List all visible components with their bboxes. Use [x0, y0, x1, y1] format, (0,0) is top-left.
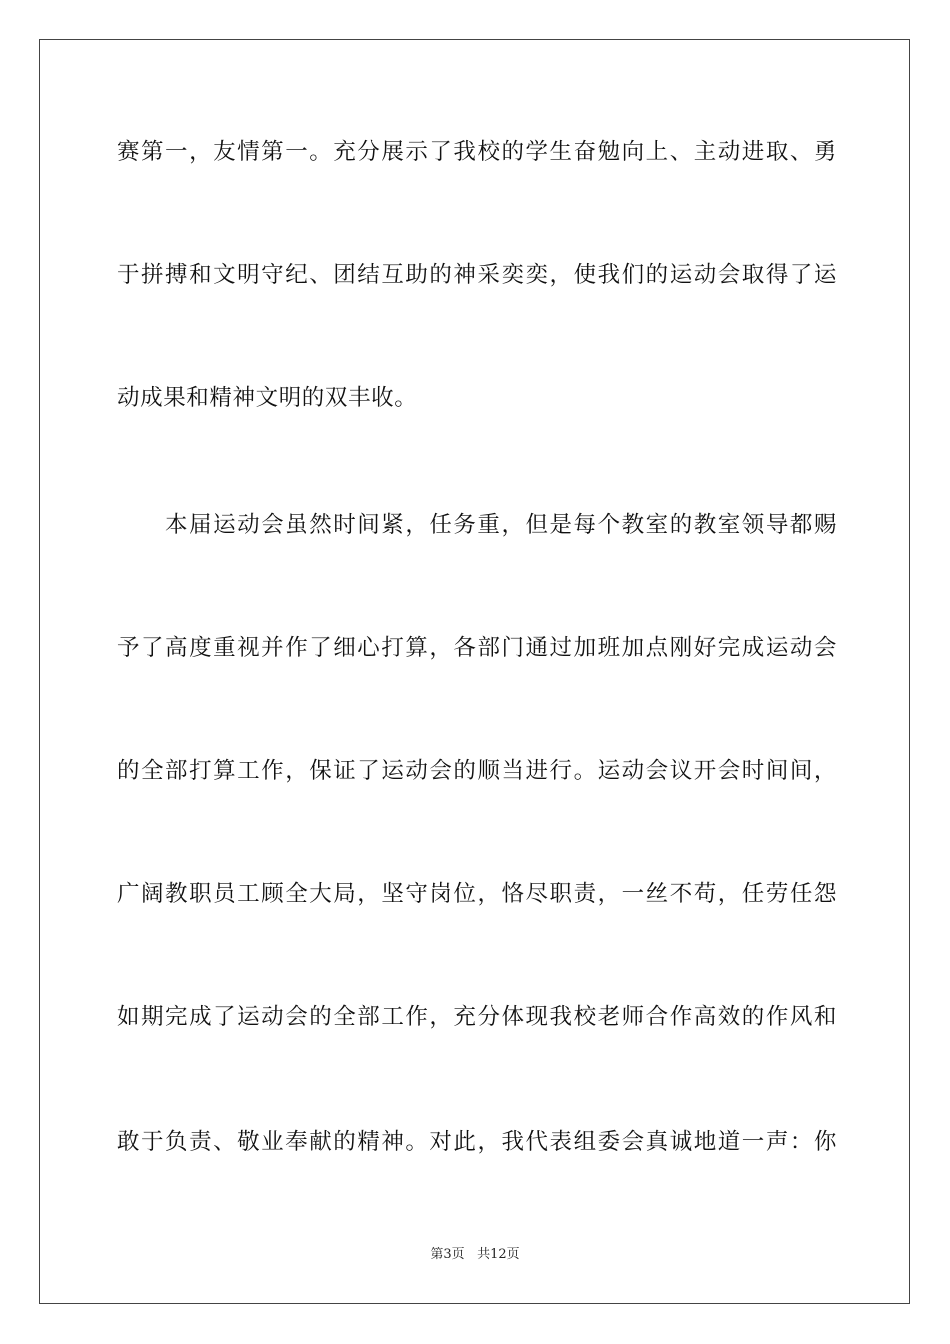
- paragraph-line: 敢于负责、敬业奉献的精神。对此，我代表组委会真诚地道一声：你: [117, 1129, 837, 1155]
- page-footer: [0, 1247, 950, 1263]
- paragraph-line: 如期完成了运动会的全部工作，充分体现我校老师合作高效的作风和: [117, 1004, 837, 1030]
- page-border: [39, 39, 910, 1304]
- page-total: 共12页: [477, 1247, 520, 1262]
- paragraph-line: 本届运动会虽然时间紧，任务重，但是每个教室的教室领导都赐: [165, 512, 837, 538]
- paragraph-line: 赛第一，友情第一。充分展示了我校的学生奋勉向上、主动进取、勇: [117, 139, 837, 165]
- paragraph-line: 于拼搏和文明守纪、团结互助的神采奕奕，使我们的运动会取得了运: [117, 262, 837, 288]
- paragraph-line: 广阔教职员工顾全大局，坚守岗位，恪尽职责，一丝不苟，任劳任怨: [117, 881, 837, 907]
- paragraph-line: 的全部打算工作，保证了运动会的顺当进行。运动会议开会时间间，: [117, 758, 837, 784]
- page-number: 第3页: [430, 1247, 465, 1262]
- paragraph-line: 予了高度重视并作了细心打算，各部门通过加班加点刚好完成运动会: [117, 635, 837, 661]
- paragraph-line: 动成果和精神文明的双丰收。: [117, 385, 418, 411]
